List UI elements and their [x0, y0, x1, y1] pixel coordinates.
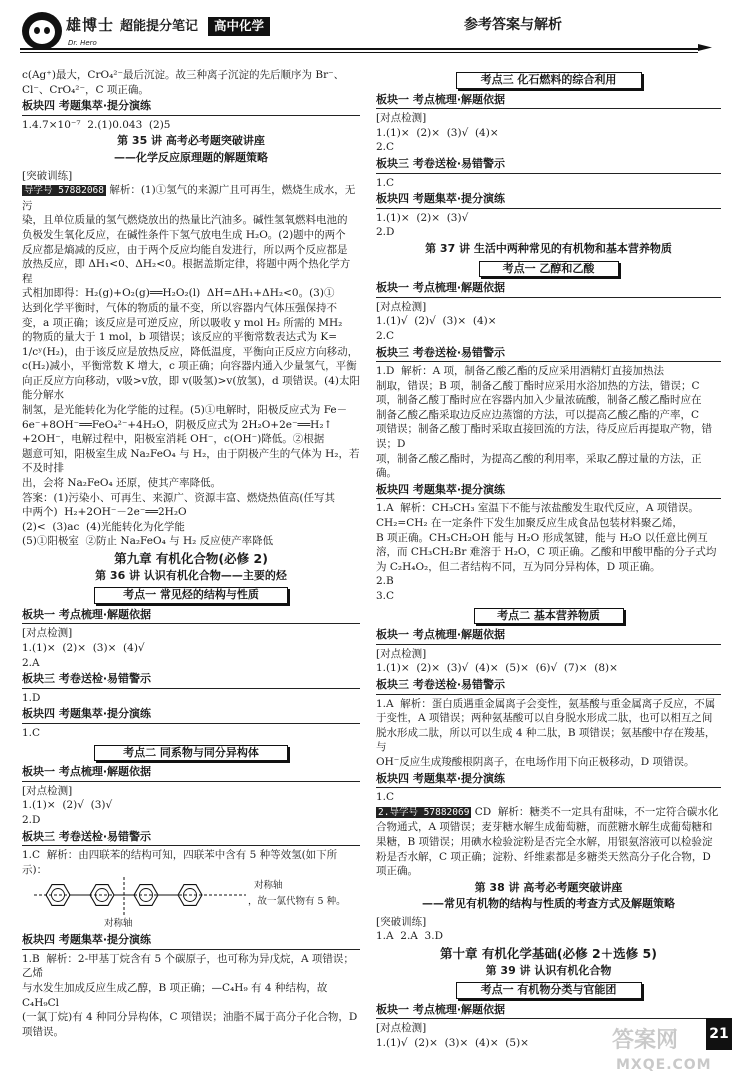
text-line: 2.C — [376, 329, 395, 342]
section-heading — [376, 772, 721, 789]
text-line: 1.(1)× (2)√ (3)√ — [22, 799, 113, 812]
text-line: 1/cʸ(H₂)，由于该反应是放热反应，降低温度，平衡向正反应方向移动， — [22, 345, 359, 358]
section-heading — [22, 99, 360, 116]
text-line: 2.D — [22, 813, 41, 826]
section-heading — [22, 830, 360, 847]
text-line: CH₂=CH₂ 在一定条件下发生加聚反应生成食品包装材料聚乙烯， — [376, 517, 683, 530]
section-heading — [376, 281, 721, 298]
text-line: +2OH⁻，电解过程中，阳极室消耗 OH⁻，c(OH⁻)降低。②根据 — [22, 433, 325, 446]
text-line: OH⁻反应生成羧酸根阴离子，在电场作用下向正极移动，D 项错误。 — [376, 755, 695, 768]
text-line: 1.A 解析：CH₃CH₃ 室温下不能与浓盐酸发生取代反应，A 项错误。 — [376, 502, 699, 515]
text-line: 1.(1)× (2)× (3)√ — [376, 211, 469, 224]
section-label: 板块四 — [22, 99, 55, 113]
text-line: 溶，而 CH₃CH₂Br 难溶于 H₂O，C 项正确。乙酸和甲酸甲酯的分子式均 — [376, 546, 717, 559]
section-label: 板块一 — [376, 1002, 409, 1016]
section-heading — [22, 608, 360, 625]
text-line: 1.D 解析：A 项，制备乙酸乙酯的反应采用酒精灯直接加热法 — [376, 365, 665, 378]
section-title: 考卷送检·易错警示 — [412, 677, 506, 691]
text-line: 制氢，是光能转化为化学能的过程。(5)①电解时，阳极反应式为 Fe－ — [22, 404, 348, 417]
text-line: 式相加即得：H₂(g)+O₂(g)══H₂O₂(l) ΔH=ΔH₁+ΔH₂<0。(3)① — [22, 287, 335, 300]
section-title: 考题集萃·提分演练 — [58, 707, 152, 721]
text-line: 3.C — [376, 590, 395, 602]
text-line: 项，制备乙酸乙酯时，为提高乙酸的利用率，采取乙醇过量的方法，正确。 — [376, 452, 702, 480]
text-line: 反应都是熵减的反应，由于两个反应均能自发进行，所以两个反应都是 — [22, 243, 348, 256]
section-title: 考卷送检·易错警示 — [412, 345, 506, 359]
text-line: 粉是否水解，C 项正确；淀粉、纤维素都是多糖类天然高分子化合物，D — [376, 850, 711, 863]
quaterphenyl-structure — [22, 877, 360, 917]
topic-box: 考点二 同系物与同分异构体 — [94, 745, 288, 762]
text-line: 1.A 2.A 3.D — [376, 930, 443, 943]
text-line: 为 C₂H₄O₂，但二者结构不同，互为同分异构体，D 项正确。 — [376, 560, 661, 573]
text-line: 合物通式，A 项错误；麦芽糖水解生成葡萄糖，而蔗糖水解生成葡萄糖和 — [376, 821, 713, 834]
lecture-subtitle: ——常见有机物的结构与性质的考查方式及解题策略 — [422, 897, 675, 911]
section-heading — [376, 678, 721, 695]
section-heading — [22, 672, 360, 689]
text-line: [对点检测] — [376, 300, 427, 313]
section-title: 考卷送检·易错警示 — [58, 672, 152, 686]
page-title: 参考答案与解析 — [464, 17, 562, 33]
section-label: 板块四 — [22, 933, 55, 947]
topic-box: 考点一 乙醇和乙酸 — [479, 261, 619, 278]
text-line: 1.D — [22, 691, 41, 704]
section-label: 板块三 — [22, 672, 55, 686]
section-label: 板块一 — [22, 607, 55, 621]
text-line: 项错误；制备乙酸丁酯时采取直接回流的方法，待反应后再提取产物，错误；D — [376, 423, 712, 451]
section-title: 考点梳理·解题依据 — [412, 92, 506, 106]
header-rule-thin — [20, 52, 698, 53]
text-line: 1.(1)√ (2)× (3)× (4)× (5)× — [376, 1037, 529, 1050]
text-line: [突破训练] — [376, 915, 427, 928]
topic-box: 考点一 有机物分类与官能团 — [456, 982, 642, 999]
text-line: 负极发生氧化反应，在碱性条件下氢气放电生成 H₂O。(2)题中的两个 — [22, 228, 346, 241]
text-line: 项，制备乙酸丁酯时应在容器内加入少量浓硫酸，制备乙酸乙酯时应在 — [376, 394, 702, 407]
text-line: 达到化学平衡时，气体的物质的量不变，所以容器内气体压强保持不 — [22, 301, 337, 314]
text-line: Cl⁻、CrO₄²⁻，C 项正确。 — [22, 83, 149, 96]
section-title: 考题集萃·提分演练 — [412, 482, 506, 496]
section-title: 考卷送检·易错警示 — [412, 156, 506, 170]
text-line: 1.(1)√ (2)√ (3)× (4)× — [376, 315, 497, 328]
text-line: 6e⁻+8OH⁻══FeO₄²⁻+4H₂O，阴极反应式为 2H₂O+2e⁻══H₂↑ — [22, 418, 333, 431]
text-line: 1.(1)× (2)× (3)√ (4)× — [376, 126, 499, 139]
section-label: 板块一 — [22, 765, 55, 779]
right-column — [376, 68, 721, 1051]
text-line: 2.B — [376, 575, 394, 588]
section-title: 考点梳理·解题依据 — [412, 1002, 506, 1016]
page-number: 21 — [706, 1018, 732, 1050]
text-line: 1.C — [22, 726, 41, 739]
section-title: 考题集萃·提分演练 — [58, 933, 152, 947]
text-line: 出，会将 Na₂FeO₄ 还原，使其产率降低。 — [22, 477, 222, 490]
text-line: [对点检测] — [376, 647, 427, 660]
text-line: 中两个) H₂+2OH⁻－2e⁻══2H₂O — [22, 506, 187, 519]
text-line: 变，a 项正确；该反应是可逆反应，所以吸收 y mol H₂ 所需的 MH₂ — [22, 316, 343, 329]
guide-number-tag: 导学号 57882068 — [24, 185, 104, 197]
text-line: 答案：(1)污染小、可再生、来源广、资源丰富、燃烧热值高(任写其 — [22, 491, 335, 504]
text-line: [对点检测] — [376, 112, 427, 125]
topic-box: 考点二 基本营养物质 — [474, 608, 624, 625]
text-line: 放热反应，即 ΔH₁<0、ΔH₂<0。根据盖斯定律，将题中两个热化学方程 — [22, 258, 351, 285]
text-line: 1.B 解析：2-甲基丁烷含有 5 个碳原子，也可称为异戊烷，A 项错误；乙烯 — [22, 952, 354, 980]
text-line: [对点检测] — [376, 1022, 427, 1035]
lecture-subtitle: ——化学反应原理题的解题策略 — [114, 150, 268, 164]
section-heading — [376, 483, 721, 500]
text-line: 的物质的量大于 1 mol，b 项错误；该反应的平衡常数表达式为 K= — [22, 331, 338, 344]
text-line: [对点检测] — [22, 627, 73, 640]
pen-tip-icon — [698, 44, 712, 51]
section-label: 板块一 — [376, 281, 409, 295]
text-line: 1.C 解析：由四联苯的结构可知，四联苯中含有 5 种等效氢(如下所示)： — [22, 849, 338, 876]
section-title: 考点梳理·解题依据 — [412, 281, 506, 295]
section-heading — [376, 1003, 721, 1020]
text-line: 制备乙酸乙酯采取边反应边蒸馏的方法，可以提高乙酸乙酯的产率，C — [376, 408, 700, 421]
page-header — [0, 0, 750, 62]
section-heading — [376, 346, 721, 363]
section-heading — [376, 192, 721, 209]
chapter-title: 第九章 有机化合物(必修 2) — [114, 551, 268, 566]
text-line: 2.D — [376, 226, 395, 239]
text-line: c(H₂)减小，平衡常数 K 增大，c 项正确；向容器内通入少量氢气，平衡 — [22, 360, 357, 373]
header-rule — [20, 48, 698, 50]
section-label: 板块三 — [22, 829, 55, 843]
text-content: CD 解析：糖类不一定具有甜味，不一定符合碳水化 — [474, 805, 719, 818]
section-label: 板块一 — [376, 92, 409, 106]
lecture-title: 第 36 讲 认识有机化合物——主要的烃 — [95, 568, 287, 582]
lecture-title: 第 39 讲 认识有机化合物 — [485, 963, 612, 977]
panda-face — [29, 20, 55, 44]
section-label: 板块三 — [376, 677, 409, 691]
text-line: 项正确。 — [376, 865, 418, 878]
brand-name: 雄博士 — [66, 16, 115, 34]
chapter-title: 第十章 有机化学基础(必修 2＋选修 5) — [440, 946, 657, 962]
section-heading — [22, 707, 360, 724]
text-line: 与水发生加成反应生成乙醇，B 项正确；—C₄H₉ 有 4 种结构，故 C₄H₉Cl — [22, 982, 331, 1009]
lecture-title: 第 37 讲 生活中两种常见的有机物和基本营养物质 — [425, 241, 672, 255]
text-line: 2.C — [376, 141, 395, 154]
text-line: 于变性，A 项错误；两种氨基酸可以自身脱水形成二肽，也可以相互之间 — [376, 712, 713, 725]
text-line: [对点检测] — [22, 784, 73, 797]
section-label: 板块四 — [376, 192, 409, 206]
text-line: B 项正确。CH₃CH₂OH 能与 H₂O 形成氢键，能与 H₂O 以任意比例互 — [376, 531, 708, 544]
section-title: 考卷送检·易错警示 — [58, 829, 152, 843]
section-label: 板块四 — [22, 707, 55, 721]
text-line: 向正反应方向移动，v吸>v放，即 v(吸氢)>v(放氢)，d 项错误。(4)太阳能分解水 — [22, 374, 360, 402]
text-line: 1.A 解析：蛋白质遇重金属离子会变性，氨基酸与重金属离子反应，不属 — [376, 697, 716, 710]
benzene-block — [22, 877, 360, 931]
lecture-title: 第 38 讲 高考必考题突破讲座 — [474, 880, 623, 894]
section-title: 考题集萃·提分演练 — [412, 192, 506, 206]
section-label: 板块一 — [376, 628, 409, 642]
benzene-conclusion: ，故一氯代物有 5 种。 — [248, 896, 346, 908]
text-line: 项错误。 — [22, 1025, 64, 1038]
slogan: 超能提分笔记 — [120, 19, 199, 34]
section-heading — [376, 628, 721, 645]
text-line: 制取，错误；B 项，制备乙酸丁酯时应采用水浴加热的方法，错误；C — [376, 379, 700, 392]
section-label: 板块四 — [376, 771, 409, 785]
text-line: 果糖，B 项错误；用碘水检验淀粉是否完全水解，用银氨溶液可以检验淀 — [376, 835, 713, 848]
text-content: 解析：(1)①氢气的来源广且可再生，燃烧生成水，无污 — [22, 184, 356, 212]
brand-english: Dr. Hero — [68, 39, 97, 47]
left-column — [22, 68, 360, 1039]
text-line: 染，且单位质量的氢气燃烧放出的热量比汽油多。碱性氢氧燃料电池的 — [22, 214, 348, 227]
text-line: c(Ag⁺)最大，CrO₄²⁻最后沉淀。故三种离子沉淀的先后顺序为 Br⁻、 — [22, 69, 345, 81]
text-line: 题意可知，阳极室生成 Na₂FeO₄ 与 H₂，由于阴极产生的气体为 H₂，若不及时排 — [22, 447, 360, 475]
section-title: 考点梳理·解题依据 — [58, 607, 152, 621]
text-line: 2.A — [22, 656, 40, 669]
section-title: 考题集萃·提分演练 — [412, 771, 506, 785]
text-line: 1.(1)× (2)× (3)√ (4)× (5)× (6)√ (7)× (8)× — [376, 662, 618, 675]
watermark: 答案网 — [612, 1028, 679, 1053]
section-title: 考点梳理·解题依据 — [412, 628, 506, 642]
text-line: 脱水形成二肽，所以可以生成 4 种二肽，B 项错误；氨基酸中存在羧基，与 — [376, 726, 716, 754]
section-label: 板块三 — [376, 345, 409, 359]
topic-box: 考点三 化石燃料的综合利用 — [456, 72, 642, 89]
section-heading — [22, 765, 360, 782]
aromatic-circle — [52, 889, 65, 902]
section-label: 板块三 — [376, 156, 409, 170]
text-line: (5)①阳极室 ②防止 Na₂FeO₄ 与 H₂ 反应使产率降低 — [22, 535, 274, 548]
section-title: 考题集萃·提分演练 — [58, 99, 152, 113]
text-line: [突破训练] — [22, 169, 73, 182]
section-label: 板块四 — [376, 482, 409, 496]
text-line: 1.C — [376, 791, 395, 804]
subject-badge: 高中化学 — [208, 17, 270, 36]
guide-number-tag: 2.导学号 57882069 — [378, 806, 470, 818]
section-heading — [376, 93, 721, 110]
text-line: (一氯丁烷)有 4 种同分异构体，C 项错误；油脂不属于高分子化合物，D — [22, 1011, 358, 1024]
watermark-url: MXQE.COM — [616, 1057, 712, 1073]
text-line: 1.4.7×10⁻⁷ 2.(1)0.043 (2)5 — [22, 118, 171, 131]
text-line: (2)< (3)ac (4)光能转化为化学能 — [22, 520, 185, 533]
text-line: 1.C — [376, 176, 395, 189]
axis-label-v: 对称轴 — [104, 918, 133, 930]
section-heading — [22, 933, 360, 950]
section-title: 考点梳理·解题依据 — [58, 765, 152, 779]
text-line — [22, 183, 360, 213]
text-line — [376, 805, 721, 821]
axis-label-h: 对称轴 — [254, 880, 283, 892]
topic-box: 考点一 常见烃的结构与性质 — [94, 587, 288, 604]
section-heading — [376, 157, 721, 174]
text-line: 1.(1)× (2)× (3)× (4)√ — [22, 641, 145, 654]
lecture-title: 第 35 讲 高考必考题突破讲座 — [117, 134, 265, 148]
